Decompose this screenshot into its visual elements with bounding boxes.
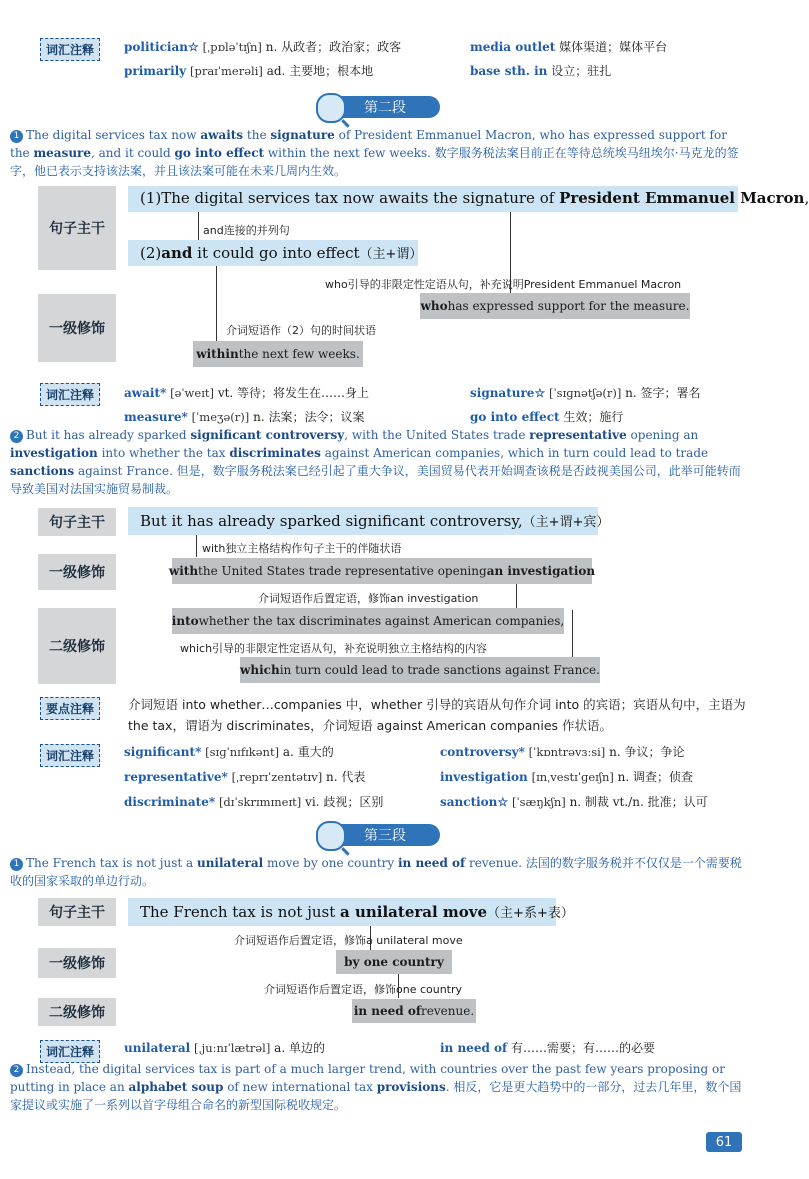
vocab-word: base sth. in <box>470 64 548 78</box>
vocab-word: politician <box>124 40 188 54</box>
modifier-bold: an investigation <box>486 564 596 578</box>
vocab-phonetic: [əˈweɪt] <box>170 386 214 400</box>
text: move by one country <box>263 856 398 870</box>
level-1-label: 一级修饰 <box>38 294 116 362</box>
translation: 法国的数字服务税并不仅仅是一个需要税收的国家采取的单边行动。 <box>10 856 742 888</box>
main-clause <box>140 511 609 530</box>
main-text: But it has already sparked significant controversy, <box>140 512 523 530</box>
level-1-label: 一级修饰 <box>38 948 116 978</box>
vocab-gloss: n. 从政者；政治家；政客 <box>265 40 402 54</box>
page-number: 61 <box>706 1132 742 1152</box>
modifier-within <box>193 341 363 367</box>
vocab-word: in need of <box>440 1041 508 1055</box>
magnifier-icon <box>316 821 346 851</box>
note-into: 介词短语作后置定语，修饰an investigation <box>258 592 479 605</box>
vocab-word: sanction <box>440 795 498 809</box>
main-bold: and <box>161 244 193 262</box>
vocab-gloss: n. 争议；争论 <box>609 745 685 759</box>
paragraph-1 <box>10 126 745 180</box>
vocab-word: investigation <box>440 770 528 784</box>
keyword: investigation <box>10 446 98 460</box>
translation: 相反，它是更大趋势中的一部分，过去几年里，数个国家提议或实施了一系列以首字母组合命名的新型国际税收规定。 <box>10 1080 742 1112</box>
vocab-phonetic: [ˈkɒntrəvɜːsi] <box>528 745 606 759</box>
text: opening an <box>626 428 699 442</box>
main-text: (2) <box>140 244 162 262</box>
vocab-gloss: a. 重大的 <box>282 745 334 759</box>
text: The French tax is not just a <box>26 856 197 870</box>
vocab-phonetic: [ˈsæŋkʃn] <box>512 795 566 809</box>
arrow-line-which <box>572 610 573 658</box>
level-main-label: 句子主干 <box>38 508 116 536</box>
modifier-text: in turn could lead to trade sanctions against France. <box>279 663 600 677</box>
vocab-word: go into effect <box>470 410 560 424</box>
level-2-label: 二级修饰 <box>38 608 116 684</box>
modifier-bold: who <box>420 299 448 313</box>
main-text: , <box>804 189 809 207</box>
vocab-phonetic: [ˌpɒləˈtɪʃn] <box>202 40 262 54</box>
vocab-word: significant <box>124 745 196 759</box>
vocab-entry-significant: significant* [sɪɡˈnɪfɪkənt] a. 重大的 <box>124 745 334 759</box>
modifier-in <box>352 999 476 1023</box>
vocab-gloss: n. 代表 <box>326 770 366 784</box>
main-clause <box>140 902 574 921</box>
main-text: it could go into effect <box>192 244 360 262</box>
keyword: signature <box>270 128 335 142</box>
main-clause-1 <box>140 189 809 207</box>
vocab-word: signature <box>470 386 535 400</box>
modifier-bold: in need of <box>353 1004 422 1018</box>
note-who: who引导的非限定性定语从句，补充说明President Emmanuel Macron <box>325 278 682 291</box>
section-header-3 <box>330 824 440 846</box>
vocab-phonetic: [dɪˈskrɪmɪneɪt] <box>218 795 302 809</box>
modifier-bold: within <box>196 347 239 361</box>
modifier-text: revenue. <box>421 1004 475 1018</box>
paragraph-number: 2 <box>10 430 23 443</box>
note-prep: 介词短语作（2）句的时间状语 <box>226 324 376 337</box>
vocab-entry-discriminate: discriminate* [dɪˈskrɪmɪneɪt] vi. 歧视；区别 <box>124 795 384 809</box>
text: of President Emmanuel Macron, who has expressed support for the <box>10 128 727 160</box>
vocab-gloss: vi. 歧视；区别 <box>305 795 384 809</box>
modifier-text: whether the tax discriminates against American companies, <box>198 614 565 628</box>
vocab-gloss: n. 制裁 vt./n. 批准；认可 <box>569 795 708 809</box>
vocab-word: discriminate <box>124 795 209 809</box>
structure-tag: （主+谓+宾） <box>522 515 610 530</box>
structure-tag: （主+谓） <box>359 247 423 262</box>
vocab-tag: 词汇注释 <box>40 744 100 767</box>
text: But it has already sparked <box>26 428 191 442</box>
vocab-phonetic: [praɪˈmerəli] <box>189 64 263 78</box>
keyword: awaits <box>200 128 244 142</box>
vocab-tag: 词汇注释 <box>40 38 100 61</box>
note-by: 介词短语作后置定语，修饰a unilateral move <box>234 934 463 947</box>
paragraph-number: 1 <box>10 130 23 143</box>
vocab-entry-sanction: sanction☆ [ˈsæŋkʃn] n. 制裁 vt./n. 批准；认可 <box>440 795 708 809</box>
vocab-tag: 词汇注释 <box>40 1040 100 1063</box>
vocab-entry-measure: measure* [ˈmeʒə(r)] n. 法案；法令；议案 <box>124 410 365 424</box>
vocab-entry-politician: politician☆ [ˌpɒləˈtɪʃn] n. 从政者；政治家；政客 <box>124 40 402 54</box>
vocab-gloss: n. 法案；法令；议案 <box>253 410 365 424</box>
keyword: sanctions <box>10 464 75 478</box>
paragraph-2 <box>10 426 745 498</box>
vocab-entry-controversy: controversy* [ˈkɒntrəvɜːsi] n. 争议；争论 <box>440 745 685 759</box>
vocab-entry-media-outlet <box>470 38 667 55</box>
structure-tag: （主+系+表） <box>487 906 574 921</box>
keyword: unilateral <box>196 856 264 870</box>
text: the <box>243 128 271 142</box>
note-in: 介词短语作后置定语，修饰one country <box>264 983 463 996</box>
text: The digital services tax now <box>26 128 201 142</box>
vocab-entry-investigation <box>440 768 693 785</box>
keyword: discriminates <box>229 446 321 460</box>
note-and: and连接的并列句 <box>203 224 290 237</box>
arrow-line-into <box>516 584 517 610</box>
vocab-gloss: vt. 等待；将发生在……身上 <box>217 386 370 400</box>
modifier-bold: into <box>171 614 199 628</box>
vocab-word: measure <box>124 410 182 424</box>
paragraph-number: 1 <box>10 858 23 871</box>
vocab-word: await <box>124 386 160 400</box>
section-header-2 <box>330 96 440 118</box>
key-tag: 要点注释 <box>40 697 100 720</box>
translation: 数字服务税法案目前正在等待总统埃马纽埃尔·马克龙的签字，他已表示支持该法案，并且该法案可能在未来几周内生效。 <box>10 146 739 178</box>
main-clause-2 <box>140 243 422 262</box>
modifier-text: has expressed support for the measure. <box>447 299 690 313</box>
text: into whether the tax <box>97 446 230 460</box>
note-which: which引导的非限定性定语从句，补充说明独立主格结构的内容 <box>180 642 488 655</box>
keyword: measure <box>33 146 92 160</box>
text: within the next few weeks. <box>264 146 435 160</box>
magnifier-icon <box>316 93 346 123</box>
modifier-by: by one country <box>336 950 452 974</box>
text: revenue. <box>465 856 526 870</box>
level-1-label: 一级修饰 <box>38 554 116 590</box>
text: against France. <box>74 464 177 478</box>
modifier-bold: with <box>168 564 199 578</box>
vocab-phonetic: [ˈmeʒə(r)] <box>191 410 250 424</box>
modifier-with <box>168 558 596 584</box>
vocab-entry-go-into-effect <box>470 408 623 425</box>
text: of new international tax <box>223 1080 377 1094</box>
vocab-gloss: 媒体渠道；媒体平台 <box>559 40 668 54</box>
level-main-label: 句子主干 <box>38 186 116 270</box>
vocab-gloss: 生效；施行 <box>563 410 624 424</box>
text: Instead, the digital services tax is part of a much larger trend, with countries over the past few years proposing or putting in place an <box>10 1062 725 1094</box>
keyword: go into effect <box>174 146 265 160</box>
vocab-gloss: 设立；驻扎 <box>551 64 612 78</box>
level-main-label: 句子主干 <box>38 898 116 926</box>
vocab-entry-signature: signature☆ [ˈsɪɡnətʃə(r)] n. 签字；署名 <box>470 386 701 400</box>
modifier-into <box>172 608 564 634</box>
keyword: representative <box>529 428 627 442</box>
vocab-entry-await: await* [əˈweɪt] vt. 等待；将发生在……身上 <box>124 386 370 400</box>
note-with: with独立主格结构作句子主干的伴随状语 <box>202 542 402 555</box>
modifier-who <box>420 293 690 319</box>
vocab-gloss: n. 调查；侦查 <box>617 770 694 784</box>
vocab-phonetic: [ˌjuːnɪˈlætrəl] <box>194 1041 271 1055</box>
vocab-phonetic: [ˈsɪɡnətʃə(r)] <box>549 386 622 400</box>
modifier-text: the next few weeks. <box>238 347 360 361</box>
section-title: 第二段 <box>364 100 406 116</box>
level-2-label: 二级修饰 <box>38 998 116 1026</box>
text: , with the United States trade <box>344 428 530 442</box>
keyword: significant controversy <box>190 428 345 442</box>
vocab-entry-base-in <box>470 62 611 79</box>
vocab-word: unilateral <box>124 1041 191 1055</box>
vocab-entry-representative: representative* [ˌreprɪˈzentətɪv] n. 代表 <box>124 770 366 784</box>
main-bold: a unilateral move <box>340 903 488 921</box>
text: . <box>445 1080 454 1094</box>
modifier-which <box>240 657 600 683</box>
vocab-phonetic: [ˌreprɪˈzentətɪv] <box>231 770 323 784</box>
paragraph-number: 2 <box>10 1064 23 1077</box>
vocab-gloss: 有……需要；有……的必要 <box>511 1041 656 1055</box>
paragraph-3 <box>10 854 745 890</box>
vocab-word: controversy <box>440 745 519 759</box>
modifier-text: the United States trade representative opening <box>198 564 487 578</box>
text: against American companies, which in turn could lead to trade <box>320 446 709 460</box>
vocab-tag: 词汇注释 <box>40 383 100 406</box>
vocab-phonetic: [ɪnˌvestɪˈɡeɪʃn] <box>531 770 614 784</box>
keyword: alphabet soup <box>128 1080 224 1094</box>
key-note: 介词短语 into whether…companies 中，whether 引导的宾语从句作介词 into 的宾语；宾语从句中，主语为 the tax，谓语为 discriminates，介词短语 against American companies 作状语。 <box>128 697 746 733</box>
keyword: in need of <box>397 856 466 870</box>
section-title: 第三段 <box>364 828 406 844</box>
main-text: (1)The digital services tax now awaits the signature of <box>140 189 560 207</box>
vocab-word: primarily <box>124 64 187 78</box>
keyword: provisions <box>376 1080 446 1094</box>
bracket-line <box>198 212 199 242</box>
vocab-gloss: n. 签字；署名 <box>625 386 701 400</box>
vocab-gloss: ad. 主要地；根本地 <box>266 64 374 78</box>
bracket-line <box>196 535 197 557</box>
vocab-word: media outlet <box>470 40 556 54</box>
modifier-bold: which <box>240 663 280 677</box>
translation: 但是，数字服务税法案已经引起了重大争议，美国贸易代表开始调查该税是否歧视美国公司，此举可能转而导致美国对法国实施贸易制裁。 <box>10 464 741 496</box>
paragraph-4 <box>10 1060 745 1114</box>
main-text: The French tax is not just <box>140 903 341 921</box>
main-bold: President Emmanuel Macron <box>559 189 805 207</box>
arrow-line-within <box>216 266 217 342</box>
text: , and it could <box>91 146 175 160</box>
vocab-entry-in-need-of <box>440 1039 655 1056</box>
vocab-phonetic: [sɪɡˈnɪfɪkənt] <box>205 745 280 759</box>
vocab-gloss: a. 单边的 <box>274 1041 325 1055</box>
vocab-entry-primarily <box>124 62 373 79</box>
vocab-entry-unilateral <box>124 1039 325 1056</box>
vocab-word: representative <box>124 770 222 784</box>
